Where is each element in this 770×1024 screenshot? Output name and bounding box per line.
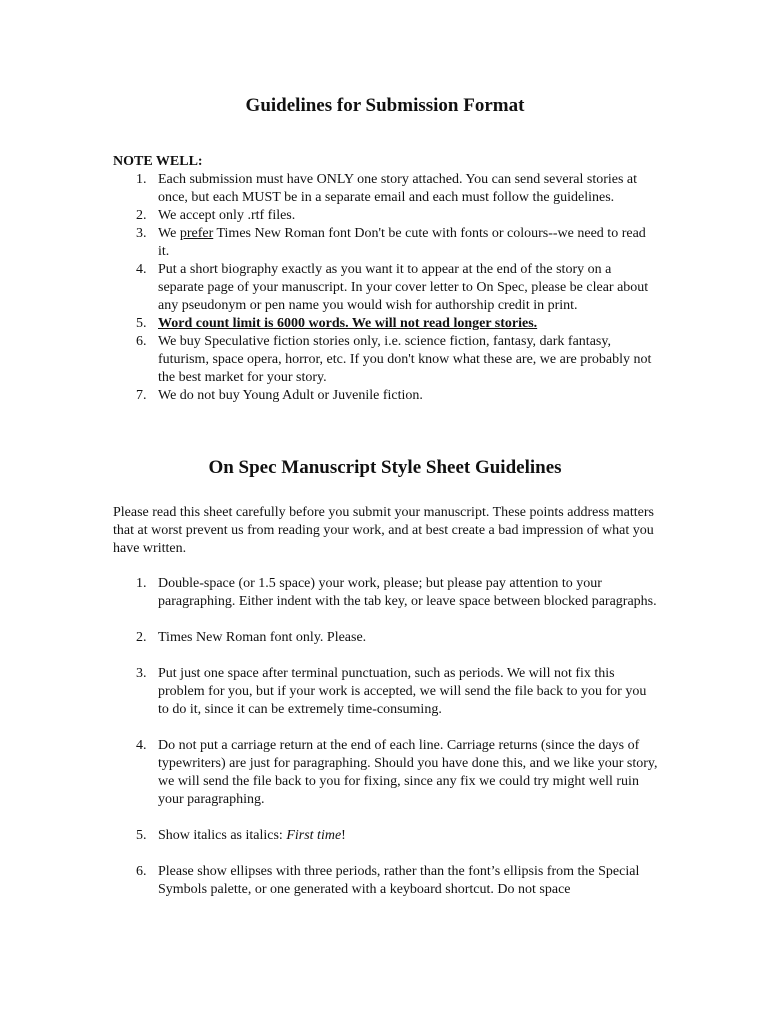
list-item bbox=[113, 629, 658, 647]
list-item-text: We accept only .rtf files. bbox=[158, 208, 296, 223]
list-item-number: 6. bbox=[136, 334, 147, 349]
list-item-text-post: Times New Roman font Don't be cute with fonts or colours--we need to read it. bbox=[158, 226, 646, 259]
list-item-text: Put a short biography exactly as you want it to appear at the end of the story on a separate page of your manuscript. In your cover letter to On Spec, please be clear about any pseudonym or pen name you would wish for authorship credit in print. bbox=[158, 262, 649, 313]
list-item-number: 3. bbox=[136, 226, 147, 241]
list-item bbox=[113, 575, 658, 611]
style-rules-list bbox=[113, 575, 658, 917]
list-item bbox=[113, 737, 658, 809]
list-item-number: 3. bbox=[136, 666, 147, 681]
list-item bbox=[113, 863, 658, 899]
list-item bbox=[113, 387, 658, 405]
list-item-number: 1. bbox=[136, 576, 147, 591]
list-item-text: We buy Speculative fiction stories only, i.e. science fiction, fantasy, dark fantasy, futurism, space opera, horror, etc. If you don't know what these are, we are probably not the best market for your story. bbox=[158, 334, 652, 385]
list-item bbox=[113, 207, 658, 225]
list-item-text-pre: We bbox=[158, 226, 180, 241]
list-item-text: Double-space (or 1.5 space) your work, please; but please pay attention to your paragraphing. Either indent with the tab key, or leave space between blocked paragraphs. bbox=[158, 576, 657, 609]
list-item-text-post: ! bbox=[341, 828, 346, 843]
list-item bbox=[113, 225, 658, 261]
underlined-word: prefer bbox=[179, 226, 214, 241]
list-item bbox=[113, 171, 658, 207]
submission-rules-list bbox=[113, 171, 658, 405]
submission-format-title: Guidelines for Submission Format bbox=[245, 95, 525, 116]
list-item bbox=[113, 261, 658, 315]
list-item bbox=[113, 315, 658, 333]
list-item-number: 4. bbox=[136, 262, 147, 277]
list-item bbox=[113, 665, 658, 719]
list-item-text: We do not buy Young Adult or Juvenile fiction. bbox=[158, 388, 423, 403]
style-sheet-title: On Spec Manuscript Style Sheet Guidelines bbox=[208, 457, 562, 478]
list-item bbox=[113, 827, 658, 845]
list-item bbox=[113, 333, 658, 387]
list-item-text: Each submission must have ONLY one story attached. You can send several stories at once, but each MUST be in a separate email and each must follow the guidelines. bbox=[158, 172, 638, 205]
list-item-text-pre: Show italics as italics: bbox=[158, 828, 287, 843]
list-item-text: Times New Roman font only. Please. bbox=[158, 630, 367, 645]
list-item-text: Do not put a carriage return at the end of each line. Carriage returns (since the days of typewriters) are just for paragraphing. Should you have done this, and we like your story, we will send the file back to you for fixing, since any fix we could try might well ruin your paragraphing. bbox=[158, 738, 658, 807]
note-well-label: NOTE WELL: bbox=[113, 154, 203, 169]
italic-example: First time bbox=[286, 828, 342, 843]
style-sheet-intro: Please read this sheet carefully before you submit your manuscript. These points address matters that at worst prevent us from reading your work, and at best create a bad impression of what you have written. bbox=[113, 505, 654, 556]
list-item-text: Please show ellipses with three periods, rather than the font’s ellipsis from the Special Symbols palette, or one generated with a keyboard shortcut. Do not space bbox=[158, 864, 640, 897]
list-item-number: 4. bbox=[136, 738, 147, 753]
list-item-number: 2. bbox=[136, 630, 147, 645]
word-count-limit-text: Word count limit is 6000 words. We will not read longer stories. bbox=[158, 316, 538, 331]
list-item-number: 5. bbox=[136, 316, 147, 331]
list-item-number: 2. bbox=[136, 208, 147, 223]
list-item-number: 7. bbox=[136, 388, 147, 403]
list-item-number: 1. bbox=[136, 172, 147, 187]
list-item-text: Put just one space after terminal punctuation, such as periods. We will not fix this problem for you, but if your work is accepted, we will send the file back to you for you to do it, since it can be extremely time-consuming. bbox=[158, 666, 647, 717]
list-item-number: 6. bbox=[136, 864, 147, 879]
list-item-number: 5. bbox=[136, 828, 147, 843]
